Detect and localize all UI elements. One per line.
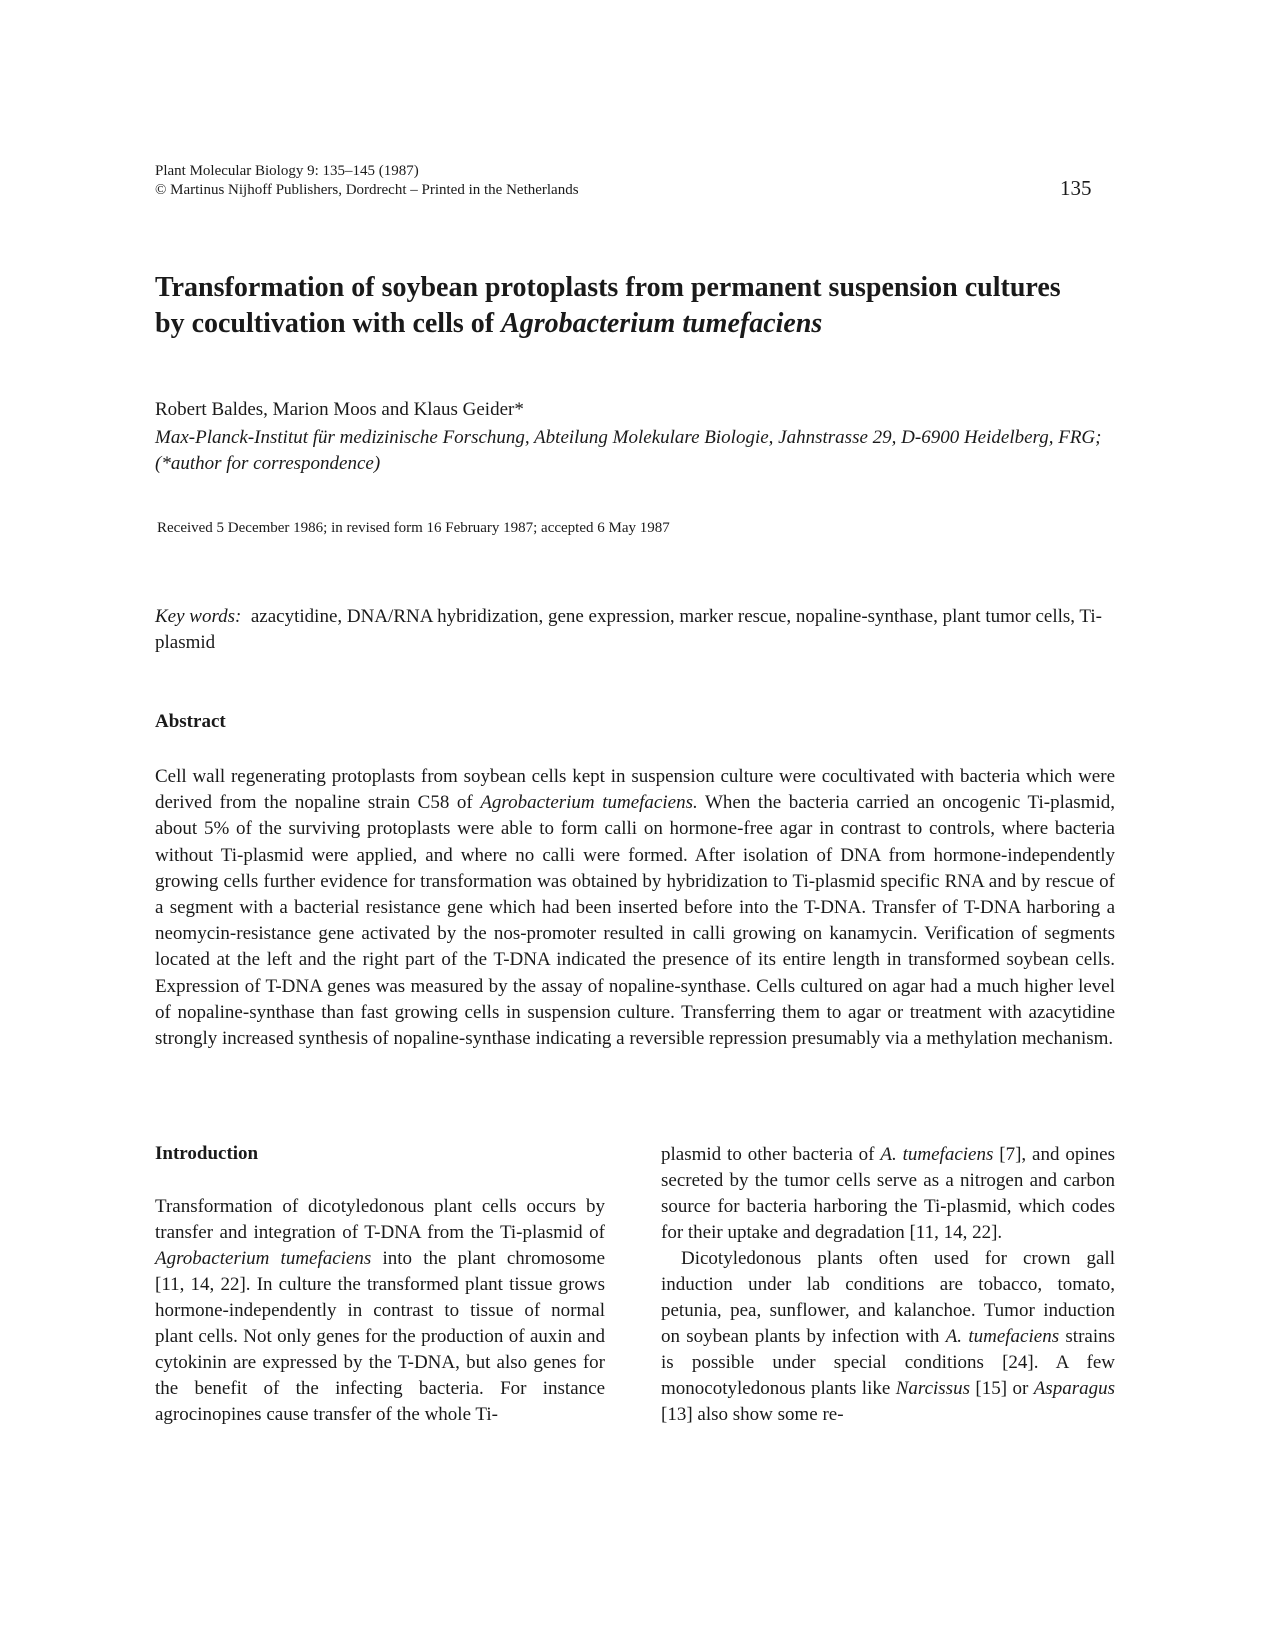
intro-right-p2-part-1: Dicotyledonous plants often used for crown gall induction under lab conditions are tobacco, tomato, petunia, pea, sunflower, and kalanchoe. Tumor induction on soybean plants by infection with — [661, 1248, 1115, 1347]
intro-left-part-1: Transformation of dicotyledonous plant cells occurs by transfer and integration of T-DNA from the Ti-plasmid of — [155, 1196, 605, 1243]
affiliation: Max-Planck-Institut für medizinische Forschung, Abteilung Molekulare Biologie, Jahnstrasse 29, D-6900 Heidelberg, FRG; (*author for correspondence) — [155, 427, 1102, 474]
intro-left-species: Agrobacterium tumefaciens — [155, 1248, 372, 1269]
title-text: Transformation of soybean protoplasts from permanent suspension cultures by cocultivation with cells of — [155, 272, 1061, 339]
intro-right-p1-species: A. tumefaciens — [880, 1144, 994, 1165]
title-species: Agrobacterium tumefaciens — [501, 308, 823, 339]
abstract-species: Agrobacterium tumefaciens. — [480, 792, 698, 814]
introduction-left-column — [155, 1194, 605, 1428]
intro-right-p2-part-4: [13] also show some re- — [661, 1404, 844, 1425]
abstract-part-1: Cell wall regenerating protoplasts from soybean cells kept in suspension culture were cocultivated with bacteria which were derived from the nopaline strain C58 of — [155, 766, 1115, 814]
publisher-line: © Martinus Nijhoff Publishers, Dordrecht – Printed in the Netherlands — [155, 182, 579, 198]
intro-right-p2-part-2: strains is possible under special conditions [24]. A few monocotyledonous plants like — [661, 1326, 1116, 1399]
intro-right-p1-part-1: plasmid to other bacteria of — [661, 1144, 881, 1165]
keywords — [155, 604, 1115, 656]
running-head — [155, 162, 579, 200]
keywords-label: Key words: — [155, 606, 242, 627]
intro-right-p2-part-3: [15] or — [969, 1378, 1034, 1399]
intro-right-paragraph-1 — [661, 1142, 1115, 1246]
abstract-part-2: When the bacteria carried an oncogenic Ti-plasmid, about 5% of the surviving protoplasts were able to form calli on hormone-free agar in contrast to controls, where bacteria without Ti-plasmid were applied, and where no calli were formed. After isolation of DNA from hormone-independently growing cells further evidence for transformation was obtained by hybridization to Ti-plasmid specific RNA and by rescue of a segment with a bacterial resistance gene which had been inserted before into the T-DNA. Transfer of T-DNA harboring a neomycin-resistance gene activated by the nos-promoter resulted in calli growing on kanamycin. Verification of segments located at the left and the right part of the T-DNA indicated the presence of its entire length in transformed soybean cells. Expression of T-DNA genes was measured by the assay of nopaline-synthase. Cells cultured on agar had a much higher level of nopaline-synthase than fast growing cells in suspension culture. Transferring them to agar or treatment with azacytidine strongly increased synthesis of nopaline-synthase indicating a reversible repression presumably via a methylation mechanism. — [155, 792, 1115, 1050]
intro-left-part-2: into the plant chromosome [11, 14, 22]. In culture the transformed plant tissue grows hormone-independently in contrast to tissue of normal plant cells. Not only genes for the production of auxin and cytokinin are expressed by the T-DNA, but also genes for the benefit of the infecting bacteria. For instance agrocinopines cause transfer of the whole Ti- — [155, 1248, 606, 1425]
page-number: 135 — [1060, 176, 1092, 200]
abstract-text — [155, 764, 1115, 1052]
intro-right-paragraph-2 — [661, 1246, 1115, 1428]
keywords-list: azacytidine, DNA/RNA hybridization, gene expression, marker rescue, nopaline-synthase, plant tumor cells, Ti-plasmid — [155, 606, 1102, 653]
intro-right-p2-asparagus: Asparagus — [1033, 1378, 1115, 1399]
introduction-heading: Introduction — [155, 1143, 259, 1164]
intro-right-p2-species: A. tumefaciens — [945, 1326, 1060, 1347]
introduction-right-column — [661, 1142, 1115, 1428]
intro-right-p1-part-2: [7], and opines secreted by the tumor cells serve as a nitrogen and carbon source for bacteria harboring the Ti-plasmid, which codes for their uptake and degradation [11, 14, 22]. — [661, 1144, 1115, 1243]
author-list: Robert Baldes, Marion Moos and Klaus Geider* — [155, 399, 524, 420]
received-dates: Received 5 December 1986; in revised form 16 February 1987; accepted 6 May 1987 — [157, 520, 670, 536]
journal-citation: Plant Molecular Biology 9: 135–145 (1987) — [155, 163, 419, 179]
article-title — [155, 270, 1095, 342]
abstract-heading: Abstract — [155, 711, 226, 732]
intro-right-p2-narcissus: Narcissus — [895, 1378, 970, 1399]
